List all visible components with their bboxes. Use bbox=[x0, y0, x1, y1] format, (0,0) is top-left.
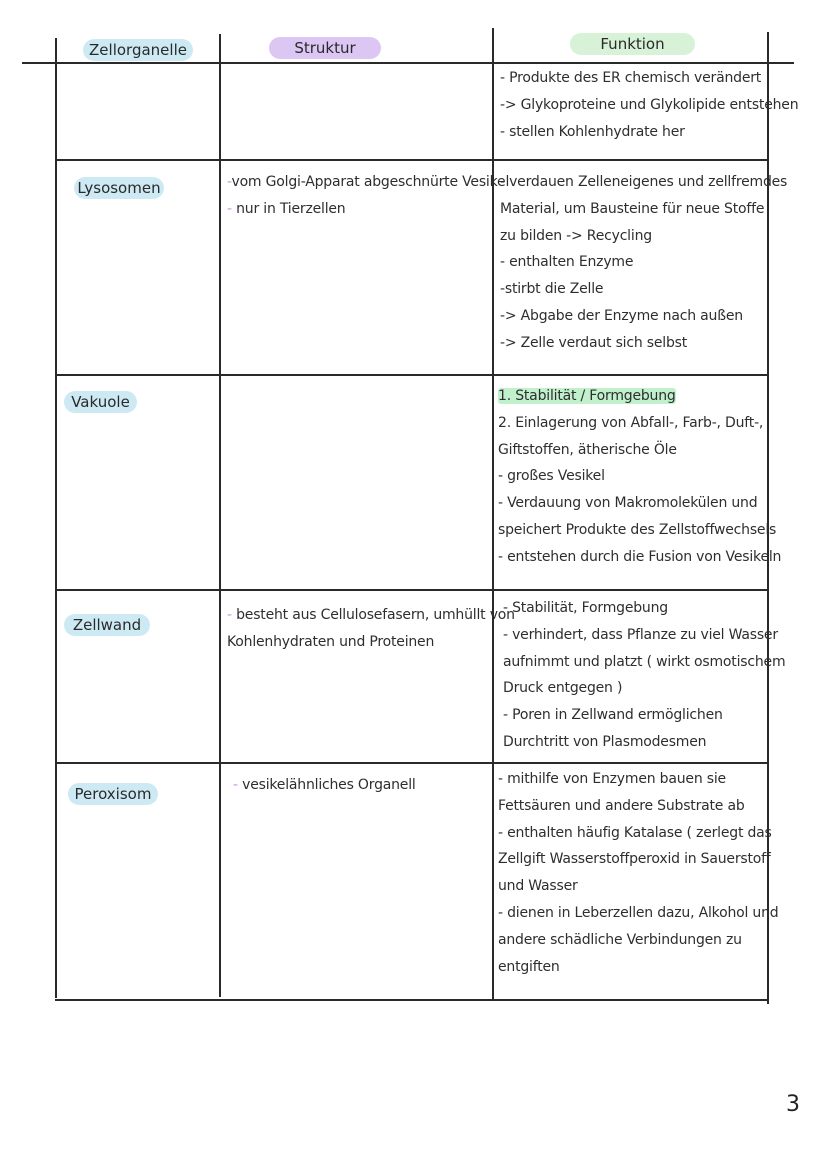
funktion-line: 2. Einlagerung von Abfall-, Farb-, Duft-, bbox=[498, 414, 764, 431]
struktur-line: - nur in Tierzellen bbox=[227, 200, 346, 217]
funktion-line: - enthalten häufig Katalase ( zerlegt das bbox=[498, 824, 772, 841]
funktion-line: - großes Vesikel bbox=[498, 468, 605, 485]
row-3-funktion bbox=[503, 595, 785, 756]
organelle-zellwand: Zellwand bbox=[64, 614, 150, 636]
funktion-line: zu bilden -> Recycling bbox=[500, 227, 652, 244]
row-4-funktion bbox=[498, 766, 778, 980]
funktion-line: - enthalten Enzyme bbox=[500, 254, 634, 271]
row-0-funktion bbox=[500, 65, 798, 145]
left-border bbox=[55, 38, 57, 998]
row-1-struktur bbox=[227, 169, 509, 223]
funktion-line: - mithilfe von Enzymen bauen sie bbox=[498, 771, 726, 787]
funktion-line: - verhindert, dass Pflanze zu viel Wasser bbox=[503, 626, 778, 643]
row-3-struktur bbox=[227, 602, 515, 656]
struktur-line: Kohlenhydraten und Proteinen bbox=[227, 633, 435, 650]
row-divider bbox=[55, 589, 768, 591]
funktion-line: Durchtritt von Plasmodesmen bbox=[503, 733, 707, 750]
struktur-line: - besteht aus Cellulosefasern, umhüllt von bbox=[227, 607, 515, 623]
funktion-line: - entstehen durch die Fusion von Vesikeln bbox=[498, 548, 782, 565]
funktion-line: - Produkte des ER chemisch verändert bbox=[500, 70, 762, 86]
header-zellorganelle: Zellorganelle bbox=[83, 39, 193, 61]
funktion-line: entgiften bbox=[498, 958, 560, 975]
funktion-line: Zellgift Wasserstoffperoxid in Sauerstoff bbox=[498, 851, 771, 868]
header-rule bbox=[22, 62, 794, 64]
row-divider bbox=[55, 374, 768, 376]
funktion-line: aufnimmt und platzt ( wirkt osmotischem bbox=[503, 653, 786, 670]
col-divider-1 bbox=[219, 34, 221, 997]
header-funktion: Funktion bbox=[570, 33, 695, 55]
funktion-line: speichert Produkte des Zellstoffwechsels bbox=[498, 521, 777, 538]
row-divider bbox=[55, 159, 768, 161]
row-1-funktion bbox=[500, 169, 787, 357]
funktion-line: - dienen in Leberzellen dazu, Alkohol und bbox=[498, 904, 779, 921]
organelle-lysosomen: Lysosomen bbox=[74, 177, 164, 199]
organelle-peroxisom: Peroxisom bbox=[68, 783, 158, 805]
funktion-line: -> Glykoproteine und Glykolipide entstehen bbox=[500, 96, 799, 113]
funktion-line: Giftstoffen, ätherische Öle bbox=[498, 441, 677, 458]
funktion-line: -stirbt die Zelle bbox=[500, 281, 604, 298]
funktion-line: - Stabilität, Formgebung bbox=[503, 600, 668, 616]
row-divider bbox=[55, 999, 768, 1001]
struktur-line: -vom Golgi-Apparat abgeschnürte Vesikel bbox=[227, 174, 510, 190]
funktion-line: -> Abgabe der Enzyme nach außen bbox=[500, 307, 743, 324]
funktion-line: Druck entgegen ) bbox=[503, 680, 623, 697]
row-4-struktur bbox=[233, 772, 416, 799]
funktion-line: - Poren in Zellwand ermöglichen bbox=[503, 707, 723, 724]
funktion-line: - Verdauung von Makromolekülen und bbox=[498, 495, 758, 512]
funktion-line: -> Zelle verdaut sich selbst bbox=[500, 334, 688, 351]
header-struktur: Struktur bbox=[269, 37, 381, 59]
organelle-vakuole: Vakuole bbox=[64, 391, 137, 413]
funktion-line: - verdauen Zelleneigenes und zellfremdes bbox=[500, 174, 788, 190]
funktion-line: und Wasser bbox=[498, 878, 578, 895]
funktion-line: Fettsäuren und andere Substrate ab bbox=[498, 797, 745, 814]
page-number: 3 bbox=[786, 1092, 800, 1117]
row-2-funktion bbox=[498, 383, 781, 571]
funktion-line: 1. Stabilität / Formgebung bbox=[498, 388, 676, 404]
funktion-line: andere schädliche Verbindungen zu bbox=[498, 931, 742, 948]
struktur-line: - vesikelähnliches Organell bbox=[233, 777, 416, 793]
funktion-line: - stellen Kohlenhydrate her bbox=[500, 123, 685, 140]
row-divider bbox=[55, 762, 768, 764]
funktion-line: Material, um Bausteine für neue Stoffe bbox=[500, 200, 765, 217]
